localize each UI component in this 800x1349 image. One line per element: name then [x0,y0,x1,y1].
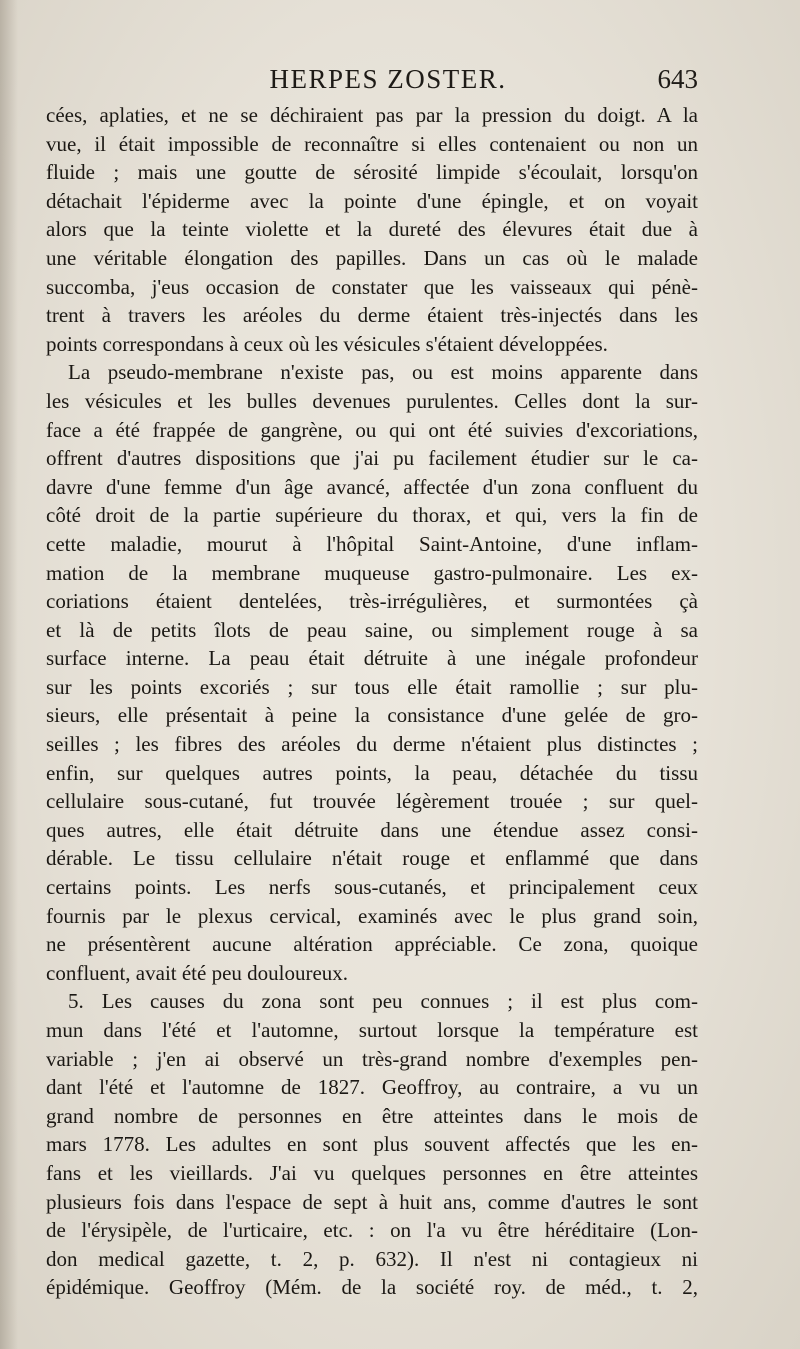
text-line: 5. Les causes du zona sont peu connues ; il est plus com- [68,989,698,1014]
text-line: et là de petits îlots de peau saine, ou simplement rouge à sa [46,617,698,642]
text-line: trent à travers les aréoles du derme étaient très-injectés dans les [46,303,698,328]
text-line: offrent d'autres dispositions que j'ai pu facilement étudier sur le ca- [46,446,698,471]
text-line: ques autres, elle était détruite dans une étendue assez consi- [46,817,698,842]
text-line: variable ; j'en ai observé un très-grand nombre d'exemples pen- [46,1046,698,1071]
text-line: enfin, sur quelques autres points, la peau, détachée du tissu [46,760,698,785]
text-line: don medical gazette, t. 2, p. 632). Il n'est ni contagieux ni [46,1246,698,1271]
text-line: mation de la membrane muqueuse gastro-pulmonaire. Les ex- [46,560,698,585]
text-line: face a été frappée de gangrène, ou qui ont été suivies d'excoriations, [46,417,698,442]
text-line: cellulaire sous-cutané, fut trouvée légèrement trouée ; sur quel- [46,789,698,814]
text-line: les vésicules et les bulles devenues purulentes. Celles dont la sur- [46,388,698,413]
text-line: grand nombre de personnes en être atteintes dans le mois de [46,1103,698,1128]
text-line: détachait l'épiderme avec la pointe d'une épingle, et on voyait [46,188,698,213]
text-line: certains points. Les nerfs sous-cutanés, et principalement ceux [46,875,698,900]
text-line: mun dans l'été et l'automne, surtout lorsque la température est [46,1018,698,1042]
text-line: fans et les vieillards. J'ai vu quelques personnes en être atteintes [46,1160,698,1185]
text-line: succomba, j'eus occasion de constater que les vaisseaux qui pénè- [46,274,698,299]
page-header [48,60,698,100]
text-line: confluent, avait été peu douloureux. [46,960,349,985]
text-line: cées, aplaties, et ne se déchiraient pas par la pression du doigt. A la [46,103,698,127]
text-line: sieurs, elle présentait à peine la consistance d'une gelée de gro- [46,703,698,728]
page-number: 643 [657,64,698,94]
text-line: fournis par le plexus cervical, examinés avec le plus grand soin, [46,903,698,928]
text-line: cette maladie, mourut à l'hôpital Saint-Antoine, d'une inflam- [46,531,698,556]
text-line: une véritable élongation des papilles. Dans un cas où le malade [46,245,698,270]
text-line: plusieurs fois dans l'espace de sept à huit ans, comme d'autres le sont [46,1189,698,1214]
text-line: surface interne. La peau était détruite à une inégale profondeur [46,646,698,671]
text-line: vue, il était impossible de reconnaître si elles contenaient ou non un [46,131,698,156]
text-line: fluide ; mais une goutte de sérosité limpide s'écoulait, lorsqu'on [46,160,698,185]
text-line: alors que la teinte violette et la dureté des élevures était due à [46,217,698,242]
text-line: sur les points excoriés ; sur tous elle était ramollie ; sur plu- [46,674,698,699]
text-line: ne présentèrent aucune altération appréciable. Ce zona, quoique [46,932,698,957]
text-line: points correspondans à ceux où les vésicules s'étaient développées. [46,331,608,356]
text-line: mars 1778. Les adultes en sont plus souvent affectés que les en- [46,1132,698,1157]
text-line: de l'érysipèle, de l'urticaire, etc. : on l'a vu être héréditaire (Lon- [46,1218,698,1243]
body-text [46,101,698,1302]
text-line: La pseudo-membrane n'existe pas, ou est moins apparente dans [68,360,698,385]
text-line: davre d'une femme d'un âge avancé, affectée d'un zona confluent du [46,474,698,499]
text-line: épidémique. Geoffroy (Mém. de la société roy. de méd., t. 2, [46,1275,698,1300]
text-line: dant l'été et l'automne de 1827. Geoffroy, au contraire, a vu un [46,1075,698,1100]
text-line: coriations étaient dentelées, très-irrégulières, et surmontées çà [46,589,698,614]
text-line: dérable. Le tissu cellulaire n'était rouge et enflammé que dans [46,846,698,871]
text-line: côté droit de la partie supérieure du thorax, et qui, vers la fin de [46,503,698,528]
text-line: seilles ; les fibres des aréoles du derme n'étaient plus distinctes ; [46,732,698,757]
running-head: HERPES ZOSTER. [269,64,507,94]
